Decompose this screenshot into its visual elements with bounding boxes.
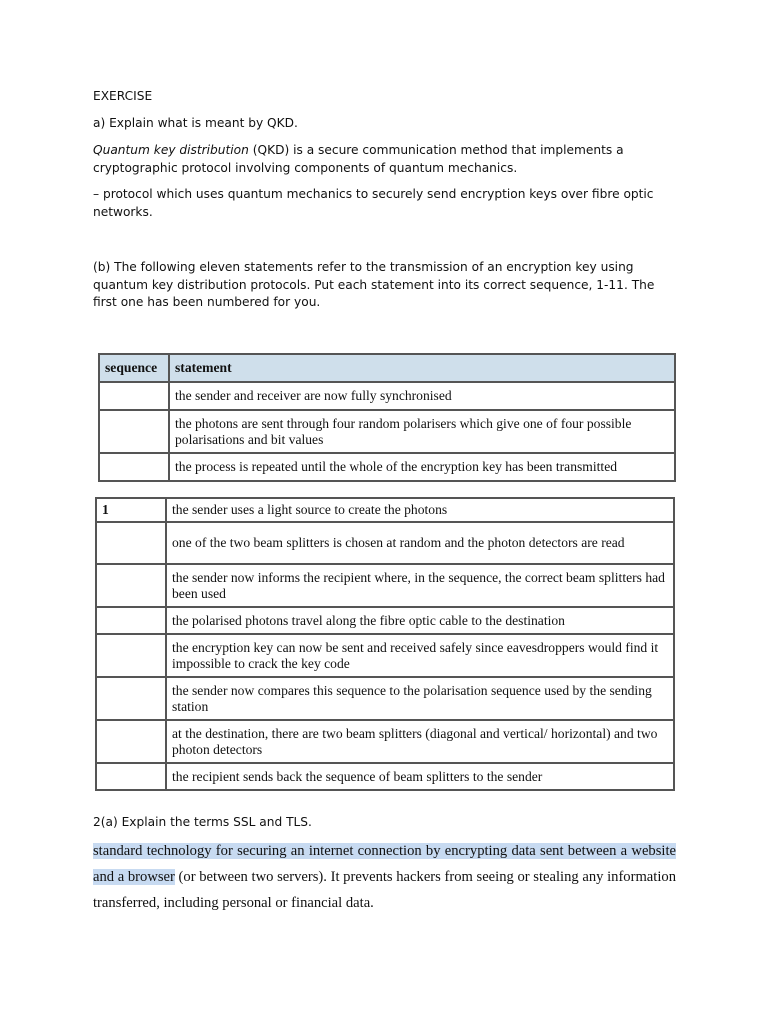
sequence-cell[interactable]: 1 <box>96 498 166 522</box>
sequence-cell[interactable] <box>96 634 166 677</box>
statement-cell: the encryption key can now be sent and received safely since eavesdroppers would find it impossible to crack the key code <box>166 634 674 677</box>
header-statement: statement <box>169 354 675 382</box>
statement-cell: the recipient sends back the sequence of beam splitters to the sender <box>166 763 674 790</box>
ssl-answer-rest: (or between two servers). It prevents hackers from seeing or stealing any information transferred, including personal or financial data. <box>93 869 676 911</box>
statement-cell: the polarised photons travel along the fibre optic cable to the destination <box>166 607 674 634</box>
statement-cell: one of the two beam splitters is chosen at random and the photon detectors are read <box>166 522 674 564</box>
statement-cell: the process is repeated until the whole of the encryption key has been transmitted <box>169 453 675 481</box>
qkd-definition-rest: (QKD) is a secure communication method that implements a cryptographic protocol involving components of quantum mechanics. <box>93 143 624 175</box>
question-1a: a) Explain what is meant by QKD. <box>93 116 298 130</box>
qkd-protocol-note: – protocol which uses quantum mechanics to securely send encryption keys over fibre optic networks. <box>93 187 654 219</box>
sequence-cell[interactable] <box>96 720 166 763</box>
exercise-title: EXERCISE <box>93 89 153 103</box>
table-row <box>96 522 674 564</box>
sequence-cell[interactable] <box>96 564 166 607</box>
sequence-cell[interactable] <box>99 453 169 481</box>
table-row <box>96 564 674 607</box>
sequence-cell[interactable] <box>96 607 166 634</box>
qkd-definition <box>93 142 678 177</box>
sequence-table-bottom <box>95 497 675 791</box>
ssl-answer <box>93 838 676 916</box>
ssl-highlighted-text: standard technology for securing an internet connection by encrypting data sent between a website and a browser <box>93 843 676 885</box>
sequence-cell[interactable] <box>96 522 166 564</box>
statement-cell: the sender uses a light source to create the photons <box>166 498 674 522</box>
table-row <box>99 382 675 410</box>
sequence-cell[interactable] <box>99 410 169 453</box>
statement-cell: the sender now informs the recipient where, in the sequence, the correct beam splitters had been used <box>166 564 674 607</box>
statement-cell: the sender and receiver are now fully synchronised <box>169 382 675 410</box>
table-row <box>96 634 674 677</box>
statement-cell: the sender now compares this sequence to the polarisation sequence used by the sending station <box>166 677 674 720</box>
table-row <box>96 763 674 790</box>
qkd-term: Quantum key distribution <box>93 143 249 157</box>
question-1b: (b) The following eleven statements refer to the transmission of an encryption key using quantum key distribution protocols. Put each statement into its correct sequence, 1-11. The first one has been numbered for you. <box>93 260 655 309</box>
table-row <box>96 720 674 763</box>
sequence-cell[interactable] <box>96 677 166 720</box>
header-sequence: sequence <box>99 354 169 382</box>
table-row <box>99 410 675 453</box>
table-row <box>99 453 675 481</box>
table-header-row <box>99 354 675 382</box>
sequence-cell[interactable] <box>99 382 169 410</box>
statement-cell: at the destination, there are two beam splitters (diagonal and vertical/ horizontal) and two photon detectors <box>166 720 674 763</box>
sequence-table-top <box>98 353 676 482</box>
statement-cell: the photons are sent through four random polarisers which give one of four possible polarisations and bit values <box>169 410 675 453</box>
table-row <box>96 498 674 522</box>
table-row <box>96 607 674 634</box>
table-row <box>96 677 674 720</box>
sequence-cell[interactable] <box>96 763 166 790</box>
question-2a: 2(a) Explain the terms SSL and TLS. <box>93 815 312 829</box>
